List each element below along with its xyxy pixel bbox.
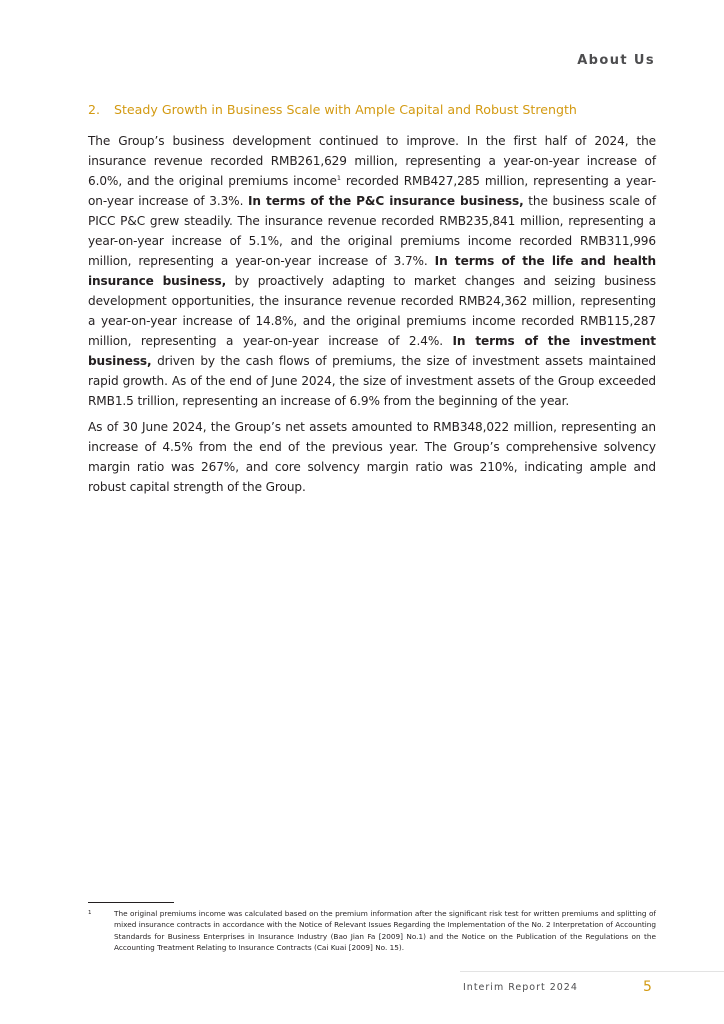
page-header-title: About Us bbox=[577, 53, 655, 68]
footer-divider bbox=[460, 971, 724, 972]
life-health-business-text: by proactively adapting to market changes and seizing business development opportunities, the insurance revenue recorded RMB24,362 million, representing a year-on-year increase of 14.8%, and the original premiums income recorded RMB115,287 million, representing a year-on-year increase of 2.4%. bbox=[88, 274, 656, 348]
footnote-divider bbox=[88, 902, 174, 903]
paragraph-intro-b: recorded RMB427,285 million, representing a year-on-year increase of 3.3%. bbox=[88, 174, 656, 208]
section-heading bbox=[88, 102, 648, 117]
investment-business-text: driven by the cash flows of premiums, the size of investment assets maintained rapid growth. As of the end of June 2024, the size of investment assets of the Group exceeded RMB1.5 trillion, representing an increase of 6.9% from the beginning of the year. bbox=[88, 354, 656, 408]
section-title: Steady Growth in Business Scale with Ample Capital and Robust Strength bbox=[114, 102, 577, 117]
paragraph-business-development bbox=[88, 131, 656, 411]
footer-report-name: Interim Report 2024 bbox=[463, 982, 578, 993]
section-number: 2. bbox=[88, 102, 101, 117]
pc-business-label: In terms of the P&C insurance business, bbox=[248, 194, 524, 208]
life-health-business-label: In terms of the life and health insurance business, bbox=[88, 254, 657, 288]
footnote-mark: 1 bbox=[88, 910, 92, 916]
footnote-text: The original premiums income was calculated based on the premium information after the significant risk test for written premiums and splitting of mixed insurance contracts in accordance with the Notice of Relevant Issues Regarding the Implementation of the No. 2 Interpretation of Accounting Standards for Business Enterprises in Insurance Industry (Bao Jian Fa [2009] No.1) and the Notice on the Publication of the Regulations on the Accounting Treatment Relating to Insurance Contracts (Cai Kuai [2009] No. 15). bbox=[114, 909, 656, 952]
paragraph-net-assets: As of 30 June 2024, the Group’s net assets amounted to RMB348,022 million, representing an increase of 4.5% from the end of the previous year. The Group’s comprehensive solvency margin ratio was 267%, and core solvency margin ratio was 210%, indicating ample and robust capital strength of the Group. bbox=[88, 420, 656, 494]
footnote bbox=[88, 908, 656, 953]
pc-business-text: the business scale of PICC P&C grew steadily. The insurance revenue recorded RMB235,841 million, representing a year-on-year increase of 5.1%, and the original premiums income recorded RMB311,996 million, representing a year-on-year increase of 3.7%. bbox=[88, 194, 656, 268]
investment-business-label: In terms of the investment business, bbox=[88, 334, 656, 368]
paragraph-intro-a: The Group’s business development continued to improve. In the first half of 2024, the insurance revenue recorded RMB261,629 million, representing a year-on-year increase of 6.0%, and the original premiums income bbox=[88, 134, 656, 188]
body-text bbox=[88, 131, 656, 503]
page-number: 5 bbox=[643, 979, 652, 995]
footnote-reference: 1 bbox=[336, 174, 341, 182]
